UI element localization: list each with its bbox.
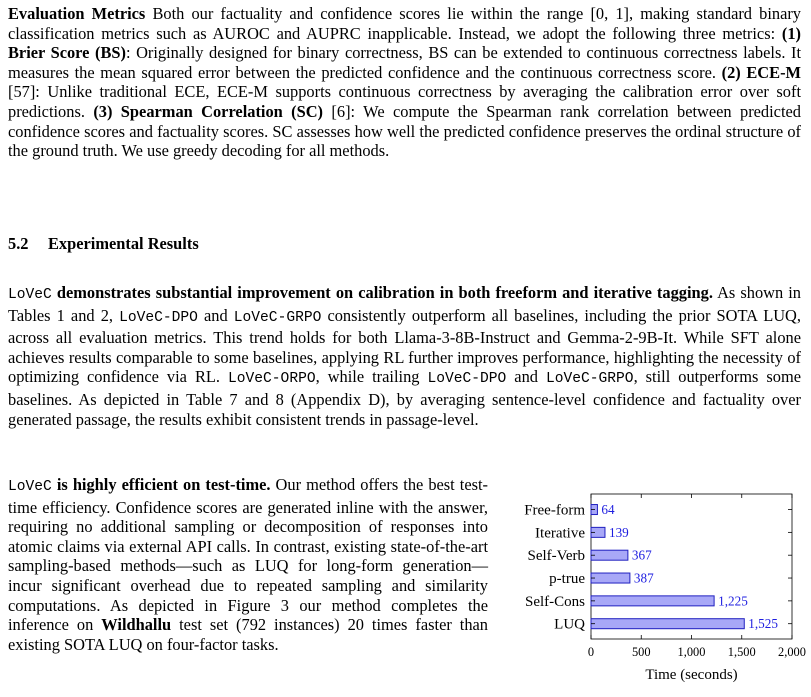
- bold-claim: is highly efficient on test-time.: [51, 475, 271, 494]
- bar-p-true: [591, 573, 630, 583]
- value-label: 139: [608, 524, 629, 540]
- x-tick-label: 500: [631, 645, 651, 659]
- code-term: LoVeC-DPO: [119, 309, 198, 326]
- x-tick-label: 1,000: [677, 645, 706, 659]
- text: and: [506, 367, 546, 387]
- time-bar-chart: [492, 486, 806, 683]
- x-tick-label: 2,000: [778, 645, 806, 659]
- metric-ece-m: (2) ECE-M: [721, 62, 801, 82]
- category-label: Iterative: [535, 525, 585, 542]
- text: : Originally designed for binary correctness, BS can be extended to continuous correctness labels. It measures the mean squared error between the predicted confidence and the continuous correctness score.: [8, 43, 801, 82]
- text: test set (792 instances) 20 times faster than existing SOTA LUQ on four-factor tasks.: [8, 615, 488, 654]
- value-label: 1,525: [748, 616, 778, 632]
- efficiency-paragraph: [8, 475, 488, 654]
- x-axis-label: Time (seconds): [645, 667, 738, 683]
- value-label: 367: [631, 547, 652, 563]
- section-number: 5.2: [8, 234, 29, 253]
- section-title: Experimental Results: [48, 234, 199, 253]
- experimental-results-paragraph: [8, 283, 801, 429]
- bar-self-verb: [591, 550, 628, 560]
- metric-brier: (1) Brier Score (BS): [8, 23, 801, 63]
- value-label: 1,225: [718, 593, 748, 609]
- text: consistently outperform all baselines, including the prior SOTA LUQ, across all evaluation metrics. This trend holds for both Llama-3-8B-Instruct and Gemma-2-9B-It. While SFT alone achieves results comparable to some baselines, applying RL further improves performance, highlighting the necessity of optimizing confidence via RL.: [8, 305, 801, 387]
- text: and: [197, 305, 234, 325]
- code-term: LoVeC-GRPO: [545, 371, 634, 388]
- text: , while trailing: [315, 367, 428, 387]
- text: [6]: We compute the Spearman rank correlation between predicted confidence scores and factuality scores. SC assesses how well the predicted confidence preserves the ordinal structure of the ground truth. We use greedy decoding for all methods.: [8, 101, 801, 161]
- dataset-name: Wildhallu: [101, 615, 172, 635]
- bold-claim: demonstrates substantial improvement on calibration in both freeform and iterative tagging.: [51, 283, 713, 302]
- code-term: LoVeC-ORPO: [228, 371, 316, 388]
- text: Both our factuality and confidence scores lie within the range: [145, 4, 591, 23]
- metric-spearman: (3) Spearman Correlation (SC): [93, 101, 324, 121]
- text: Our method offers the best test-time efficiency. Confidence scores are generated inline with the answer, requiring no additional sampling or decomposition of responses into atomic claims via external API calls. In contrast, existing state-of-the-art sampling-based methods—such as LUQ for long-form generation—incur significant overhead due to repeated sampling and similarity computations. As depicted in Figure 3 our method completes the inference on: [8, 475, 488, 635]
- code-term: LoVeC: [8, 287, 52, 303]
- text: [57]: Unlike traditional ECE, ECE-M supports continuous correctness by averaging the calibration error over soft predictions.: [8, 82, 801, 121]
- bar-self-cons: [591, 596, 714, 606]
- bar-luq: [591, 619, 744, 629]
- code-term: LoVeC-GRPO: [233, 309, 322, 326]
- text: , making standard binary classification metrics such as AUROC and AUPRC inapplicable. Instead, we adopt the following three metrics:: [8, 4, 801, 43]
- category-label: p-true: [549, 571, 585, 588]
- x-tick-label: 1,500: [727, 645, 756, 659]
- evaluation-metrics-paragraph: [8, 4, 801, 161]
- code-term: LoVeC: [8, 479, 52, 495]
- x-tick-label: 0: [587, 645, 595, 659]
- value-label: 387: [633, 570, 654, 586]
- category-label: Self-Cons: [525, 593, 585, 610]
- category-label: LUQ: [554, 616, 585, 633]
- category-label: Self-Verb: [527, 548, 585, 565]
- math-range: [0, 1]: [590, 4, 629, 23]
- section-heading: [8, 234, 199, 254]
- paragraph-heading: Evaluation Metrics: [8, 4, 146, 23]
- text: As shown in Tables 1 and 2,: [8, 283, 801, 325]
- value-label: 64: [601, 502, 615, 518]
- category-label: Free-form: [524, 502, 585, 519]
- text: , still outperforms some baselines. As depicted in Table 7 and 8 (Appendix D), by averaging sentence-level confidence and factuality over generated passage, the results exhibit consistent trends in passage-level.: [8, 367, 801, 429]
- code-term: LoVeC-DPO: [427, 371, 507, 388]
